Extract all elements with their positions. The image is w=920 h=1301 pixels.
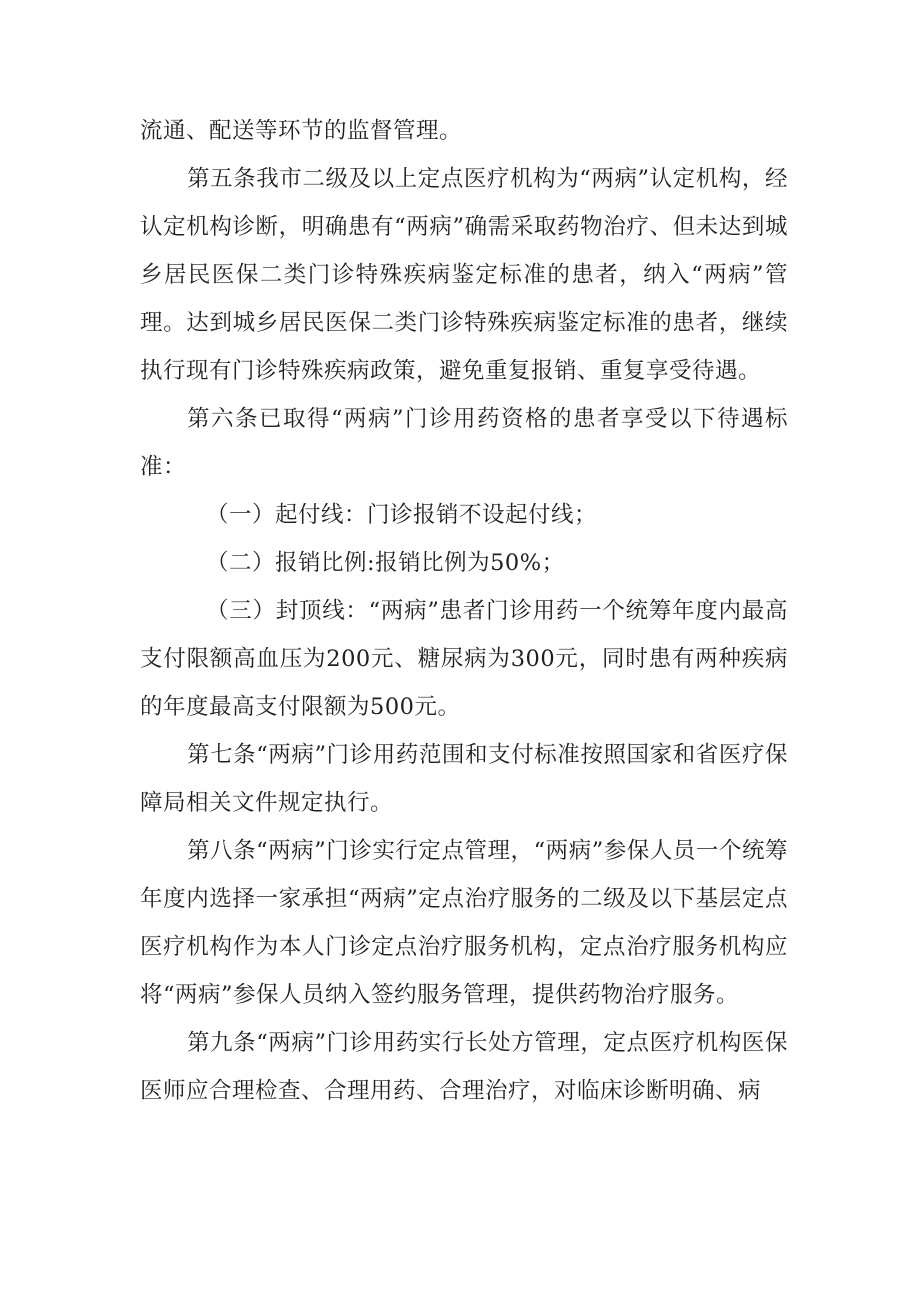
list-item-deductible: （一）起付线：门诊报销不设起付线；: [206, 502, 598, 528]
document-body: [140, 107, 788, 1115]
list-item-reimbursement-ratio: （二）报销比例:报销比例为50%；: [206, 550, 565, 576]
paragraph-continuation: 流通、配送等环节的监督管理。: [140, 118, 463, 144]
list-item-cap: （三）封顶线：“两病”患者门诊用药一个统筹年度内最高支付限额高血压为200元、糖尿病为300元，同时患有两种疾病的年度最高支付限额为500元。: [140, 598, 788, 720]
paragraph-article-8: 第八条“两病”门诊实行定点管理，“两病”参保人员一个统筹年度内选择一家承担“两病”定点治疗服务的二级及以下基层定点医疗机构作为本人门诊定点治疗服务机构，定点治疗服务机构应将“两病”参保人员纳入签约服务管理，提供药物治疗服务。: [140, 838, 788, 1008]
paragraph-article-5: 第五条我市二级及以上定点医疗机构为“两病”认定机构，经认定机构诊断，明确患有“两病”确需采取药物治疗、但未达到城乡居民医保二类门诊特殊疾病鉴定标准的患者，纳入“两病”管理。达到城乡居民医保二类门诊特殊疾病鉴定标准的患者，继续执行现有门诊特殊疾病政策，避免重复报销、重复享受待遇。: [140, 166, 788, 384]
paragraph-article-9: 第九条“两病”门诊用药实行长处方管理，定点医疗机构医保医师应合理检查、合理用药、合理治疗，对临床诊断明确、病: [140, 1030, 788, 1104]
paragraph-article-7: 第七条“两病”门诊用药范围和支付标准按照国家和省医疗保障局相关文件规定执行。: [140, 742, 788, 816]
paragraph-article-6: 第六条已取得“两病”门诊用药资格的患者享受以下待遇标准：: [140, 406, 788, 480]
